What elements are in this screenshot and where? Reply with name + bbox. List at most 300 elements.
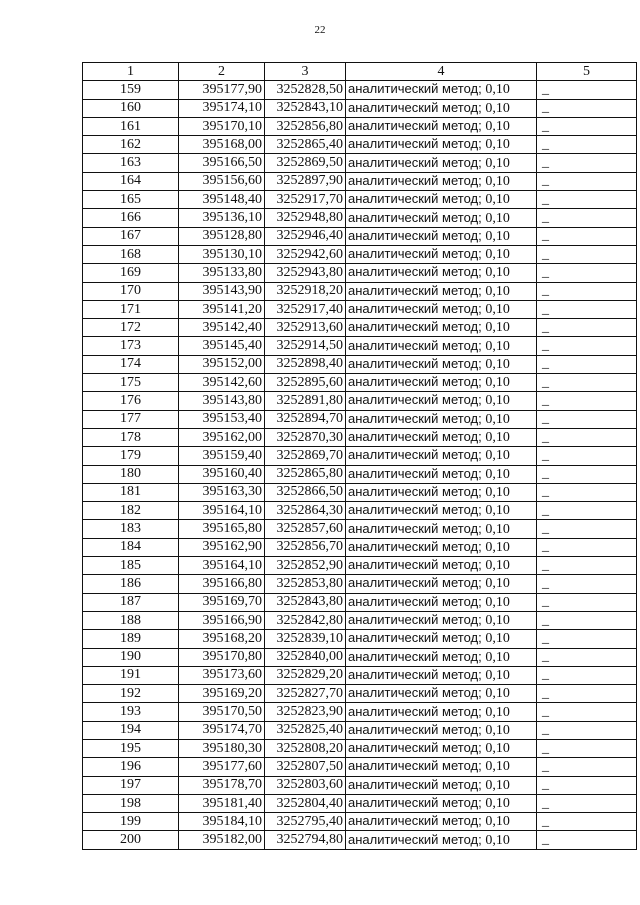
notes-cell: _ [537, 154, 637, 172]
table-row [83, 264, 637, 282]
y-coordinate-cell: 3252840,00 [265, 648, 346, 666]
point-number-cell: 164 [83, 172, 179, 190]
notes-cell: _ [537, 374, 637, 392]
accuracy-value: 0,10 [485, 814, 510, 830]
notes-cell: _ [537, 483, 637, 501]
accuracy-value: 0,10 [485, 228, 510, 244]
accuracy-value: 0,10 [485, 686, 510, 702]
method-accuracy-cell [346, 81, 537, 99]
notes-cell: _ [537, 227, 637, 245]
accuracy-value: 0,10 [485, 704, 510, 720]
table-row [83, 154, 637, 172]
accuracy-value: 0,10 [485, 155, 510, 171]
notes-cell: _ [537, 337, 637, 355]
point-number-cell: 178 [83, 428, 179, 446]
point-number-cell: 175 [83, 374, 179, 392]
point-number-cell: 185 [83, 557, 179, 575]
x-coordinate-cell: 395177,60 [179, 758, 265, 776]
method-accuracy-cell [346, 136, 537, 154]
method-text: аналитический метод; [348, 447, 482, 463]
accuracy-value: 0,10 [485, 283, 510, 299]
method-accuracy-cell [346, 245, 537, 263]
notes-cell: _ [537, 245, 637, 263]
x-coordinate-cell: 395128,80 [179, 227, 265, 245]
method-text: аналитический метод; [348, 410, 482, 426]
point-number-cell: 173 [83, 337, 179, 355]
method-accuracy-cell [346, 465, 537, 483]
notes-cell: _ [537, 209, 637, 227]
table-row [83, 758, 637, 776]
x-coordinate-cell: 395133,80 [179, 264, 265, 282]
notes-cell: _ [537, 392, 637, 410]
header-cell-1: 1 [83, 63, 179, 81]
x-coordinate-cell: 395145,40 [179, 337, 265, 355]
method-accuracy-cell [346, 794, 537, 812]
point-number-cell: 160 [83, 99, 179, 117]
table-row [83, 374, 637, 392]
method-accuracy-cell [346, 209, 537, 227]
method-accuracy-cell [346, 502, 537, 520]
y-coordinate-cell: 3252870,30 [265, 428, 346, 446]
notes-cell: _ [537, 465, 637, 483]
notes-cell: _ [537, 191, 637, 209]
x-coordinate-cell: 395153,40 [179, 410, 265, 428]
method-accuracy-cell [346, 319, 537, 337]
header-cell-4: 4 [346, 63, 537, 81]
notes-cell: _ [537, 81, 637, 99]
method-text: аналитический метод; [348, 429, 482, 445]
accuracy-value: 0,10 [485, 302, 510, 317]
method-text: аналитический метод; [348, 648, 482, 664]
table-row [83, 794, 637, 812]
method-accuracy-cell [346, 703, 537, 721]
method-accuracy-cell [346, 685, 537, 703]
method-accuracy-cell [346, 410, 537, 428]
notes-cell: _ [537, 557, 637, 575]
x-coordinate-cell: 395164,10 [179, 502, 265, 520]
x-coordinate-cell: 395180,30 [179, 739, 265, 757]
x-coordinate-cell: 395156,60 [179, 172, 265, 190]
y-coordinate-cell: 3252842,80 [265, 611, 346, 629]
accuracy-value: 0,10 [485, 173, 510, 189]
method-text: аналитический метод; [348, 557, 482, 573]
y-coordinate-cell: 3252869,70 [265, 447, 346, 465]
accuracy-value: 0,10 [485, 466, 510, 482]
accuracy-value: 0,10 [485, 631, 510, 647]
method-accuracy-cell [346, 831, 537, 849]
method-text: аналитический метод; [348, 246, 482, 262]
accuracy-value: 0,10 [485, 613, 510, 629]
method-accuracy-cell [346, 611, 537, 629]
method-accuracy-cell [346, 154, 537, 172]
point-number-cell: 179 [83, 447, 179, 465]
notes-cell: _ [537, 136, 637, 154]
method-text: аналитический метод; [348, 630, 482, 646]
table-row [83, 245, 637, 263]
method-text: аналитический метод; [348, 154, 482, 170]
y-coordinate-cell: 3252808,20 [265, 739, 346, 757]
point-number-cell: 169 [83, 264, 179, 282]
y-coordinate-cell: 3252918,20 [265, 282, 346, 300]
notes-cell: _ [537, 502, 637, 520]
point-number-cell: 176 [83, 392, 179, 410]
table-row [83, 172, 637, 190]
y-coordinate-cell: 3252864,30 [265, 502, 346, 520]
table-row [83, 319, 637, 337]
accuracy-value: 0,10 [485, 119, 510, 135]
x-coordinate-cell: 395142,60 [179, 374, 265, 392]
table-row [83, 99, 637, 117]
notes-cell: _ [537, 172, 637, 190]
y-coordinate-cell: 3252795,40 [265, 813, 346, 831]
method-accuracy-cell [346, 813, 537, 831]
notes-cell: _ [537, 538, 637, 556]
x-coordinate-cell: 395136,10 [179, 209, 265, 227]
method-accuracy-cell [346, 776, 537, 794]
method-accuracy-cell [346, 191, 537, 209]
method-text: аналитический метод; [348, 227, 482, 243]
accuracy-value: 0,10 [485, 759, 510, 775]
notes-cell: _ [537, 739, 637, 757]
point-number-cell: 187 [83, 593, 179, 611]
header-cell-3: 3 [265, 63, 346, 81]
y-coordinate-cell: 3252946,40 [265, 227, 346, 245]
x-coordinate-cell: 395182,00 [179, 831, 265, 849]
x-coordinate-cell: 395170,50 [179, 703, 265, 721]
notes-cell: _ [537, 282, 637, 300]
method-text: аналитический метод; [348, 721, 482, 737]
method-text: аналитический метод; [348, 685, 482, 701]
notes-cell: _ [537, 630, 637, 648]
table-row [83, 776, 637, 794]
notes-cell: _ [537, 794, 637, 812]
x-coordinate-cell: 395163,30 [179, 483, 265, 501]
notes-cell: _ [537, 447, 637, 465]
y-coordinate-cell: 3252823,90 [265, 703, 346, 721]
y-coordinate-cell: 3252869,50 [265, 154, 346, 172]
y-coordinate-cell: 3252843,80 [265, 593, 346, 611]
y-coordinate-cell: 3252891,80 [265, 392, 346, 410]
y-coordinate-cell: 3252894,70 [265, 410, 346, 428]
coordinates-table [82, 62, 637, 850]
table-row [83, 209, 637, 227]
accuracy-value: 0,10 [485, 503, 510, 519]
accuracy-value: 0,10 [485, 430, 510, 446]
method-accuracy-cell [346, 648, 537, 666]
method-text: аналитический метод; [348, 99, 482, 115]
point-number-cell: 196 [83, 758, 179, 776]
point-number-cell: 199 [83, 813, 179, 831]
y-coordinate-cell: 3252803,60 [265, 776, 346, 794]
accuracy-value: 0,10 [485, 796, 510, 812]
y-coordinate-cell: 3252914,50 [265, 337, 346, 355]
method-text: аналитический метод; [348, 209, 482, 225]
method-text: аналитический метод; [348, 465, 482, 481]
table-row [83, 721, 637, 739]
x-coordinate-cell: 395166,80 [179, 575, 265, 593]
x-coordinate-cell: 395184,10 [179, 813, 265, 831]
y-coordinate-cell: 3252865,80 [265, 465, 346, 483]
method-text: аналитический метод; [348, 392, 482, 408]
y-coordinate-cell: 3252843,10 [265, 99, 346, 117]
point-number-cell: 192 [83, 685, 179, 703]
table-row [83, 392, 637, 410]
notes-cell: _ [537, 264, 637, 282]
notes-cell: _ [537, 99, 637, 117]
point-number-cell: 171 [83, 300, 179, 318]
table-row [83, 227, 637, 245]
notes-cell: _ [537, 575, 637, 593]
table-row [83, 117, 637, 135]
point-number-cell: 182 [83, 502, 179, 520]
point-number-cell: 188 [83, 611, 179, 629]
y-coordinate-cell: 3252856,70 [265, 538, 346, 556]
table-row [83, 831, 637, 849]
point-number-cell: 198 [83, 794, 179, 812]
method-accuracy-cell [346, 520, 537, 538]
x-coordinate-cell: 395142,40 [179, 319, 265, 337]
table-row [83, 611, 637, 629]
method-text: аналитический метод; [348, 355, 482, 371]
y-coordinate-cell: 3252917,70 [265, 191, 346, 209]
accuracy-value: 0,10 [485, 192, 510, 208]
notes-cell: _ [537, 319, 637, 337]
method-accuracy-cell [346, 264, 537, 282]
notes-cell: _ [537, 428, 637, 446]
table-row [83, 630, 637, 648]
point-number-cell: 193 [83, 703, 179, 721]
method-accuracy-cell [346, 392, 537, 410]
method-text: аналитический метод; [348, 191, 482, 207]
method-text: аналитический метод; [348, 319, 482, 335]
point-number-cell: 168 [83, 245, 179, 263]
method-text: аналитический метод; [348, 264, 482, 280]
x-coordinate-cell: 395162,90 [179, 538, 265, 556]
accuracy-value: 0,10 [485, 484, 510, 500]
accuracy-value: 0,10 [485, 832, 510, 848]
method-text: аналитический метод; [348, 502, 482, 518]
table-row [83, 136, 637, 154]
accuracy-value: 0,10 [485, 521, 510, 537]
method-text: аналитический метод; [348, 337, 482, 353]
table-row [83, 465, 637, 483]
method-accuracy-cell [346, 355, 537, 373]
x-coordinate-cell: 395160,40 [179, 465, 265, 483]
y-coordinate-cell: 3252897,90 [265, 172, 346, 190]
notes-cell: _ [537, 611, 637, 629]
table-row [83, 410, 637, 428]
point-number-cell: 180 [83, 465, 179, 483]
notes-cell: _ [537, 703, 637, 721]
method-text: аналитический метод; [348, 776, 482, 792]
method-text: аналитический метод; [348, 483, 482, 499]
method-text: аналитический метод; [348, 136, 482, 152]
y-coordinate-cell: 3252895,60 [265, 374, 346, 392]
point-number-cell: 197 [83, 776, 179, 794]
point-number-cell: 174 [83, 355, 179, 373]
x-coordinate-cell: 395174,70 [179, 721, 265, 739]
table-row [83, 355, 637, 373]
y-coordinate-cell: 3252913,60 [265, 319, 346, 337]
method-text: аналитический метод; [348, 282, 482, 298]
table-row [83, 520, 637, 538]
method-text: аналитический метод; [348, 666, 482, 682]
x-coordinate-cell: 395169,20 [179, 685, 265, 703]
method-text: аналитический метод; [348, 575, 482, 591]
point-number-cell: 194 [83, 721, 179, 739]
x-coordinate-cell: 395173,60 [179, 666, 265, 684]
method-accuracy-cell [346, 428, 537, 446]
y-coordinate-cell: 3252829,20 [265, 666, 346, 684]
point-number-cell: 163 [83, 154, 179, 172]
table-header-row [83, 63, 637, 81]
x-coordinate-cell: 395178,70 [179, 776, 265, 794]
accuracy-value: 0,10 [485, 539, 510, 555]
y-coordinate-cell: 3252839,10 [265, 630, 346, 648]
table-row [83, 739, 637, 757]
accuracy-value: 0,10 [485, 356, 510, 372]
notes-cell: _ [537, 685, 637, 703]
method-text: аналитический метод; [348, 813, 482, 829]
notes-cell: _ [537, 648, 637, 666]
accuracy-value: 0,10 [485, 667, 510, 683]
x-coordinate-cell: 395181,40 [179, 794, 265, 812]
point-number-cell: 200 [83, 831, 179, 849]
method-text: аналитический метод; [348, 795, 482, 811]
table-row [83, 502, 637, 520]
x-coordinate-cell: 395165,80 [179, 520, 265, 538]
x-coordinate-cell: 395174,10 [179, 99, 265, 117]
notes-cell: _ [537, 831, 637, 849]
x-coordinate-cell: 395166,50 [179, 154, 265, 172]
page-number: 22 [314, 24, 326, 36]
point-number-cell: 167 [83, 227, 179, 245]
notes-cell: _ [537, 593, 637, 611]
notes-cell: _ [537, 666, 637, 684]
accuracy-value: 0,10 [485, 338, 510, 354]
point-number-cell: 172 [83, 319, 179, 337]
accuracy-value: 0,10 [485, 777, 510, 793]
table-row [83, 447, 637, 465]
method-text: аналитический метод; [348, 81, 482, 97]
y-coordinate-cell: 3252866,50 [265, 483, 346, 501]
method-accuracy-cell [346, 282, 537, 300]
y-coordinate-cell: 3252853,80 [265, 575, 346, 593]
method-text: аналитический метод; [348, 538, 482, 554]
notes-cell: _ [537, 721, 637, 739]
accuracy-value: 0,10 [485, 393, 510, 409]
y-coordinate-cell: 3252865,40 [265, 136, 346, 154]
point-number-cell: 189 [83, 630, 179, 648]
notes-cell: _ [537, 776, 637, 794]
method-accuracy-cell [346, 557, 537, 575]
table-row [83, 282, 637, 300]
point-number-cell: 184 [83, 538, 179, 556]
method-accuracy-cell [346, 630, 537, 648]
point-number-cell: 181 [83, 483, 179, 501]
method-text: аналитический метод; [348, 612, 482, 628]
x-coordinate-cell: 395168,20 [179, 630, 265, 648]
notes-cell: _ [537, 300, 637, 318]
x-coordinate-cell: 395169,70 [179, 593, 265, 611]
y-coordinate-cell: 3252898,40 [265, 355, 346, 373]
method-text: аналитический метод; [348, 118, 482, 134]
method-text: аналитический метод; [348, 758, 482, 774]
point-number-cell: 170 [83, 282, 179, 300]
method-accuracy-cell [346, 666, 537, 684]
point-number-cell: 191 [83, 666, 179, 684]
accuracy-value: 0,10 [485, 247, 510, 263]
point-number-cell: 161 [83, 117, 179, 135]
y-coordinate-cell: 3252856,80 [265, 117, 346, 135]
table-row [83, 300, 637, 318]
table-row [83, 428, 637, 446]
point-number-cell: 186 [83, 575, 179, 593]
point-number-cell: 162 [83, 136, 179, 154]
y-coordinate-cell: 3252857,60 [265, 520, 346, 538]
accuracy-value: 0,10 [485, 375, 510, 391]
point-number-cell: 183 [83, 520, 179, 538]
table-body [83, 81, 637, 849]
table-row [83, 685, 637, 703]
method-accuracy-cell [346, 483, 537, 501]
method-text: аналитический метод; [348, 740, 482, 756]
notes-cell: _ [537, 117, 637, 135]
method-accuracy-cell [346, 227, 537, 245]
point-number-cell: 165 [83, 191, 179, 209]
x-coordinate-cell: 395130,10 [179, 245, 265, 263]
method-accuracy-cell [346, 337, 537, 355]
y-coordinate-cell: 3252828,50 [265, 81, 346, 99]
method-text: аналитический метод; [348, 831, 482, 847]
y-coordinate-cell: 3252825,40 [265, 721, 346, 739]
header-cell-2: 2 [179, 63, 265, 81]
table-row [83, 813, 637, 831]
x-coordinate-cell: 395170,80 [179, 648, 265, 666]
accuracy-value: 0,10 [485, 448, 510, 464]
method-text: аналитический метод; [348, 374, 482, 390]
x-coordinate-cell: 395166,90 [179, 611, 265, 629]
method-accuracy-cell [346, 739, 537, 757]
table-row [83, 648, 637, 666]
method-text: аналитический метод; [348, 593, 482, 609]
method-text: аналитический метод; [348, 703, 482, 719]
notes-cell: _ [537, 758, 637, 776]
accuracy-value: 0,10 [485, 210, 510, 226]
y-coordinate-cell: 3252827,70 [265, 685, 346, 703]
y-coordinate-cell: 3252804,40 [265, 794, 346, 812]
point-number-cell: 166 [83, 209, 179, 227]
table-row [83, 191, 637, 209]
accuracy-value: 0,10 [485, 649, 510, 665]
table-row [83, 575, 637, 593]
x-coordinate-cell: 395168,00 [179, 136, 265, 154]
notes-cell: _ [537, 520, 637, 538]
accuracy-value: 0,10 [485, 558, 510, 574]
method-accuracy-cell [346, 374, 537, 392]
method-accuracy-cell [346, 538, 537, 556]
y-coordinate-cell: 3252943,80 [265, 264, 346, 282]
table-row [83, 81, 637, 99]
y-coordinate-cell: 3252917,40 [265, 300, 346, 318]
table-row [83, 483, 637, 501]
accuracy-value: 0,10 [485, 320, 510, 336]
method-accuracy-cell [346, 721, 537, 739]
accuracy-value: 0,10 [485, 82, 510, 98]
x-coordinate-cell: 395141,20 [179, 300, 265, 318]
method-text: аналитический метод; [348, 301, 482, 316]
header-cell-5: 5 [537, 63, 637, 81]
